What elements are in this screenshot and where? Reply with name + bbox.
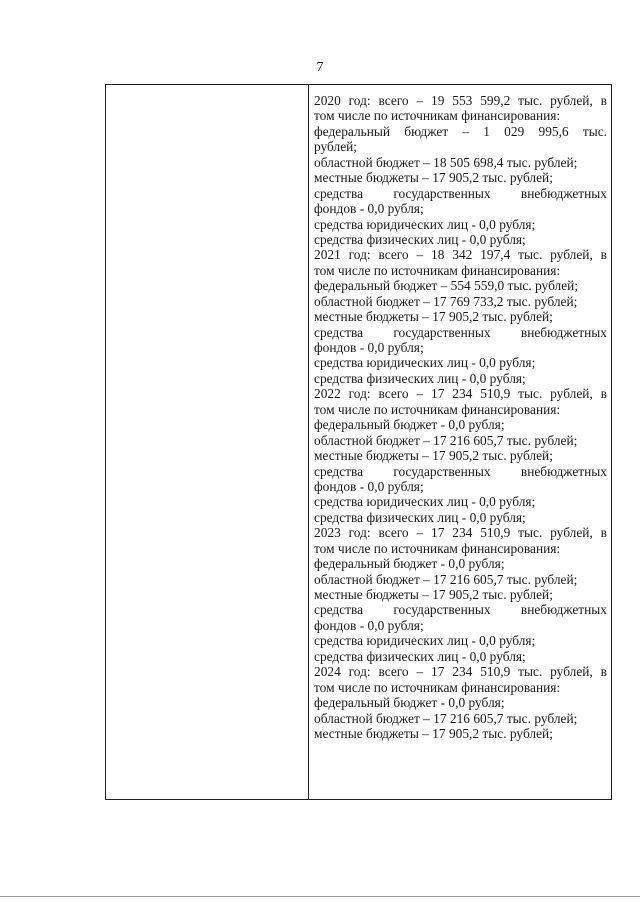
text-line: 2021 год: всего – 18 342 197,4 тыс. рублей, в	[314, 247, 607, 263]
text-line: средства физических лиц - 0,0 рубля;	[314, 648, 526, 664]
text-line: фондов - 0,0 рубля;	[314, 617, 424, 633]
text-line: том числе по источникам финансирования:	[314, 679, 561, 695]
text-line: 2020 год: всего – 19 553 599,2 тыс. рублей, в	[314, 93, 607, 108]
text-line: том числе по источникам финансирования:	[314, 540, 561, 556]
text-line: фондов - 0,0 рубля;	[314, 340, 424, 355]
text-line: средства физических лиц - 0,0 рубля;	[314, 509, 526, 525]
text-line: средства государственных внебюджетных	[314, 324, 607, 340]
text-line: фондов - 0,0 рубля;	[314, 478, 424, 494]
text-line: местные бюджеты – 17 905,2 тыс. рублей;	[314, 170, 553, 186]
text-line: средства юридических лиц - 0,0 рубля;	[314, 355, 536, 371]
funding-text-cell	[314, 93, 607, 741]
text-line: областной бюджет – 18 505 698,4 тыс. рублей;	[314, 154, 578, 170]
text-line: областной бюджет – 17 216 605,7 тыс. рублей;	[314, 571, 578, 587]
text-line: местные бюджеты – 17 905,2 тыс. рублей;	[314, 587, 553, 602]
text-line: том числе по источникам финансирования:	[314, 401, 561, 417]
page-number: 7	[316, 60, 324, 75]
text-line: средства юридических лиц - 0,0 рубля;	[314, 216, 536, 232]
text-line: том числе по источникам финансирования:	[314, 262, 561, 278]
text-line: средства государственных внебюджетных	[314, 185, 607, 201]
text-line: средства физических лиц - 0,0 рубля;	[314, 370, 526, 386]
text-line: 2024 год: всего – 17 234 510,9 тыс. рублей, в	[314, 664, 607, 680]
text-line: средства физических лиц - 0,0 рубля;	[314, 231, 526, 247]
text-line: федеральный бюджет - 0,0 рубля;	[314, 556, 505, 572]
text-line: том числе по источникам финансирования:	[314, 108, 561, 124]
text-line: федеральный бюджет – 554 559,0 тыс. рублей;	[314, 278, 579, 294]
text-line: местные бюджеты – 17 905,2 тыс. рублей;	[314, 725, 553, 741]
text-line: федеральный бюджет – 1 029 995,6 тыс.	[314, 123, 607, 139]
text-line: средства юридических лиц - 0,0 рубля;	[314, 633, 536, 649]
text-line: фондов - 0,0 рубля;	[314, 201, 424, 217]
text-line: федеральный бюджет - 0,0 рубля;	[314, 695, 505, 711]
text-line: местные бюджеты – 17 905,2 тыс. рублей;	[314, 448, 553, 464]
text-line: областной бюджет – 17 216 605,7 тыс. рублей;	[314, 432, 578, 448]
text-line: областной бюджет – 17 216 605,7 тыс. рублей;	[314, 710, 578, 726]
text-line: средства государственных внебюджетных	[314, 463, 607, 479]
funding-table	[105, 84, 612, 800]
text-line: областной бюджет – 17 769 733,2 тыс. рублей;	[314, 293, 578, 309]
page-bottom-rule	[0, 896, 640, 897]
column-divider	[308, 85, 309, 799]
text-line: 2023 год: всего – 17 234 510,9 тыс. рублей, в	[314, 525, 607, 541]
text-line: местные бюджеты – 17 905,2 тыс. рублей;	[314, 309, 553, 325]
text-line: рублей;	[314, 139, 358, 155]
text-line: средства государственных внебюджетных	[314, 602, 607, 618]
text-line: средства юридических лиц - 0,0 рубля;	[314, 494, 536, 510]
text-line: 2022 год: всего – 17 234 510,9 тыс. рублей, в	[314, 386, 607, 402]
text-line: федеральный бюджет - 0,0 рубля;	[314, 417, 505, 433]
